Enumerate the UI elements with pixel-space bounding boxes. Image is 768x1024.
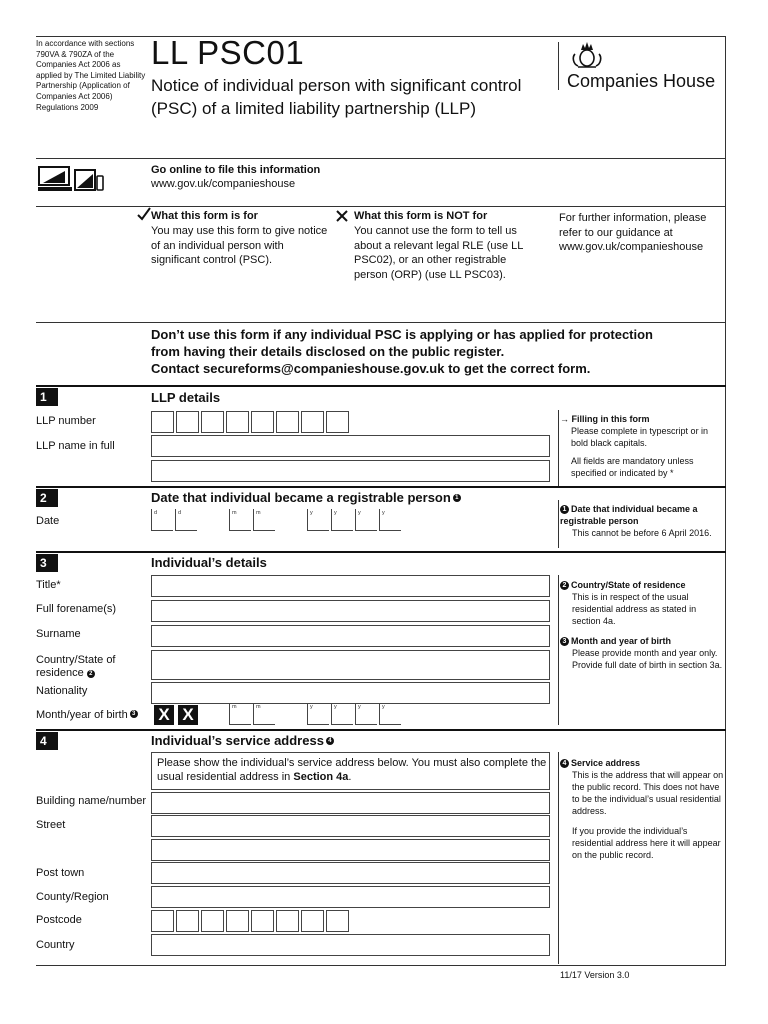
- posttown-field[interactable]: [151, 862, 550, 884]
- section-1-number: 1: [36, 388, 58, 406]
- postcode-cell[interactable]: [176, 910, 199, 932]
- llp-number-cell[interactable]: [251, 411, 274, 433]
- nationality-field[interactable]: [151, 682, 550, 704]
- building-label: Building name/number: [36, 795, 147, 807]
- cell-hint: y: [310, 510, 313, 516]
- warning-line-2: from having their details disclosed on the public register.: [151, 344, 505, 359]
- side-note-date: [560, 503, 725, 539]
- county-field[interactable]: [151, 886, 550, 908]
- online-url[interactable]: www.gov.uk/companieshouse: [151, 178, 296, 190]
- dob-day-x: X: [154, 705, 174, 725]
- postcode-cell[interactable]: [276, 910, 299, 932]
- section-3-number: 3: [36, 554, 58, 572]
- llp-number-cell[interactable]: [326, 411, 349, 433]
- side-note-birth: [560, 635, 725, 671]
- section-4-number: 4: [36, 732, 58, 750]
- country-label: Country/State of residence 2: [36, 654, 116, 679]
- for-heading: What this form is for: [151, 210, 258, 222]
- nationality-label: Nationality: [36, 685, 88, 697]
- dob-cell[interactable]: [331, 703, 353, 725]
- surname-label: Surname: [36, 628, 81, 640]
- arrow-right-icon: →: [560, 414, 569, 424]
- side-note-filling: [560, 413, 725, 479]
- date-label: Date: [36, 515, 60, 527]
- side-note-text: If you provide the individual’s residential address here it will appear on the public record.: [572, 826, 721, 860]
- side-note-text: Please complete in typescript or in bold black capitals.: [571, 426, 709, 448]
- date-cell[interactable]: [331, 509, 353, 531]
- date-cell[interactable]: [175, 509, 197, 531]
- computer-icon: [38, 166, 104, 192]
- street-label: Street: [36, 819, 66, 831]
- country-address-label: Country: [36, 939, 75, 951]
- cell-hint: y: [334, 510, 337, 516]
- county-label: County/Region: [36, 891, 109, 903]
- postcode-cell[interactable]: [301, 910, 324, 932]
- cell-hint: y: [358, 510, 361, 516]
- dob-cell[interactable]: [355, 703, 377, 725]
- footnote-3-icon: 3: [560, 637, 569, 646]
- dob-day-x: X: [178, 705, 198, 725]
- side-note-text: All fields are mandatory unless specified or indicated by *: [571, 456, 694, 478]
- cell-hint: y: [334, 704, 337, 710]
- postcode-cell[interactable]: [201, 910, 224, 932]
- postcode-cell[interactable]: [326, 910, 349, 932]
- side-note-heading: Service address: [571, 758, 641, 768]
- date-cell[interactable]: [355, 509, 377, 531]
- version-label: 11/17 Version 3.0: [560, 970, 630, 980]
- form-title: Notice of individual person with significant control (PSC) of a limited liability partnership (LLP): [151, 76, 522, 118]
- side-note-heading: Country/State of residence: [571, 580, 686, 590]
- llp-number-label: LLP number: [36, 415, 96, 427]
- title-label: Title*: [36, 579, 61, 591]
- llp-name-label: LLP name in full: [36, 440, 115, 452]
- forenames-field[interactable]: [151, 600, 550, 622]
- section-3-heading: Individual’s details: [151, 555, 267, 570]
- cell-hint: y: [382, 510, 385, 516]
- posttown-label: Post town: [36, 867, 85, 879]
- side-note-service-address: [560, 757, 725, 861]
- street-field-line-2[interactable]: [151, 839, 550, 861]
- date-cell[interactable]: [151, 509, 173, 531]
- footnote-1-icon: 1: [560, 505, 569, 514]
- footnote-2-icon: 2: [87, 670, 95, 678]
- dob-cell[interactable]: [379, 703, 401, 725]
- instruction-section-ref: Section 4a: [293, 771, 349, 783]
- postcode-cell[interactable]: [151, 910, 174, 932]
- footnote-3-icon: 3: [130, 710, 138, 718]
- cross-icon: [336, 209, 348, 221]
- further-info: For further information, please refer to our guidance at www.gov.uk/companieshouse: [559, 212, 707, 253]
- cell-hint: y: [382, 704, 385, 710]
- cell-hint: d: [178, 510, 182, 516]
- footnote-4-icon: 4: [560, 759, 569, 768]
- date-cell[interactable]: [307, 509, 329, 531]
- surname-field[interactable]: [151, 625, 550, 647]
- date-cell[interactable]: [229, 509, 251, 531]
- date-cell[interactable]: [379, 509, 401, 531]
- brand-name: Companies House: [567, 71, 716, 91]
- cell-hint: m: [256, 704, 261, 710]
- side-note-text: This is in respect of the usual residential address as stated in section 4a.: [572, 592, 697, 626]
- side-note-country: [560, 579, 725, 627]
- cell-hint: y: [358, 704, 361, 710]
- llp-name-field-line-2[interactable]: [151, 460, 550, 482]
- footnote-1-icon: 1: [453, 494, 461, 502]
- checkmark-icon: [137, 207, 151, 221]
- side-note-text: This cannot be before 6 April 2016.: [572, 528, 712, 538]
- section-1-heading: LLP details: [151, 390, 221, 405]
- dob-cell[interactable]: [253, 703, 275, 725]
- postcode-label: Postcode: [36, 914, 82, 926]
- section-2-heading: Date that individual became a registrable person 1: [151, 490, 461, 505]
- form-code: LL PSC01: [151, 34, 305, 71]
- dob-label: Month/year of birth 3: [36, 709, 138, 722]
- not-for-text: You cannot use the form to tell us about a relevant legal RLE (use LL PSC02), or an other registrable person (ORP) (use LL PSC03).: [354, 225, 523, 281]
- side-note-text: Please provide month and year only. Provide full date of birth in section 3a.: [572, 648, 723, 670]
- llp-number-cell[interactable]: [201, 411, 224, 433]
- llp-name-field-line-1[interactable]: [151, 435, 550, 457]
- llp-number-cell[interactable]: [301, 411, 324, 433]
- not-for-heading: What this form is NOT for: [354, 210, 488, 222]
- llp-number-cell[interactable]: [151, 411, 174, 433]
- postcode-cell[interactable]: [226, 910, 249, 932]
- footnote-4-icon: 4: [326, 737, 334, 745]
- warning-line-1: Don’t use this form if any individual PSC is applying or has applied for protection: [151, 327, 653, 342]
- date-cell[interactable]: [253, 509, 275, 531]
- country-address-field[interactable]: [151, 934, 550, 956]
- llp-number-cell[interactable]: [276, 411, 299, 433]
- warning-line-3: Contact secureforms@companieshouse.gov.uk to get the correct form.: [151, 361, 591, 376]
- country-field[interactable]: [151, 650, 550, 680]
- section-4-heading: Individual’s service address 4: [151, 733, 334, 748]
- cell-hint: m: [232, 704, 237, 710]
- cell-hint: d: [154, 510, 158, 516]
- dob-cell[interactable]: [229, 703, 251, 725]
- royal-crest-icon: [567, 40, 607, 70]
- street-field-line-1[interactable]: [151, 815, 550, 837]
- side-note-heading: Date that individual became a registrable person: [560, 504, 698, 526]
- postcode-cell[interactable]: [251, 910, 274, 932]
- side-note-heading: Filling in this form: [571, 414, 650, 424]
- for-text: You may use this form to give notice of an individual person with significant control (PSC).: [151, 225, 328, 266]
- legal-reference: In accordance with sections 790VA & 790ZA of the Companies Act 2006 as applied by The Limited Liability Partnership (Application of Companies Act 2006) Regulations 2009: [36, 39, 146, 112]
- llp-number-cell[interactable]: [176, 411, 199, 433]
- instruction-box: Please show the individual’s service address below. You must also complete the usual residential address in Section 4a.: [151, 752, 550, 790]
- section-2-number: 2: [36, 489, 58, 507]
- cell-hint: m: [256, 510, 261, 516]
- side-note-text: This is the address that will appear on the public record. This does not have to be the individual’s usual residential address.: [572, 770, 724, 816]
- footnote-2-icon: 2: [560, 581, 569, 590]
- dob-cell[interactable]: [307, 703, 329, 725]
- building-field[interactable]: [151, 792, 550, 814]
- llp-number-cell[interactable]: [226, 411, 249, 433]
- instruction-text: Please show the individual’s service address below. You must also complete the usual residential address in: [157, 757, 547, 783]
- cell-hint: y: [310, 704, 313, 710]
- online-heading: Go online to file this information: [151, 164, 321, 176]
- cell-hint: m: [232, 510, 237, 516]
- forenames-label: Full forename(s): [36, 603, 117, 615]
- title-field[interactable]: [151, 575, 550, 597]
- side-note-heading: Month and year of birth: [571, 636, 671, 646]
